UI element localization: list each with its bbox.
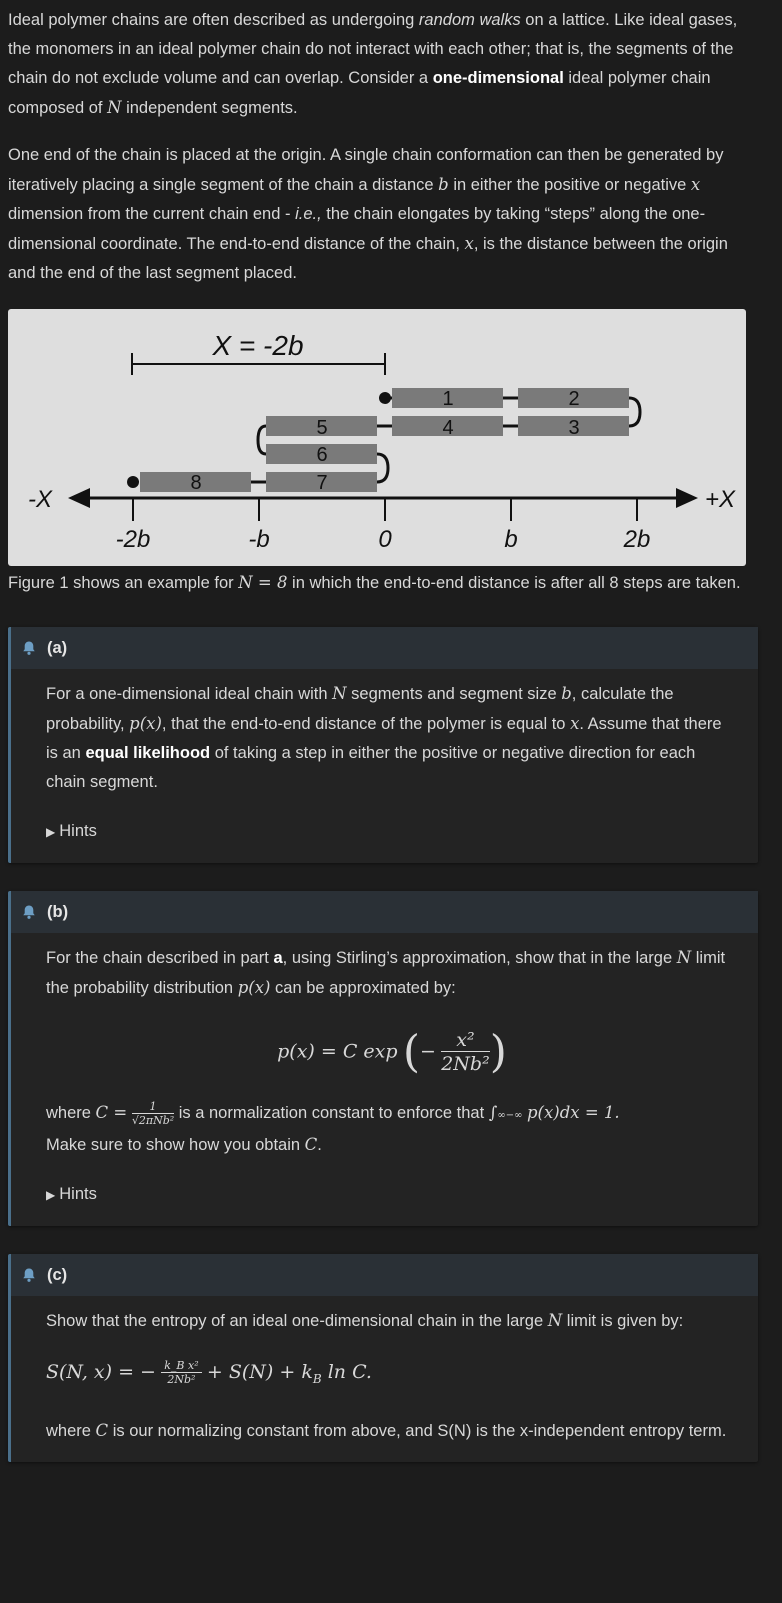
segment-label-3: 3 <box>568 417 580 439</box>
part-b-hints-toggle[interactable]: ▶ Hints <box>46 1185 97 1203</box>
figure-1-diagram <box>8 309 746 566</box>
segment-label-5: 5 <box>316 417 328 439</box>
part-a-box <box>8 627 758 863</box>
gaussian-equation: p(x) = C exp (− $\frac{\text{x²}}{\text{2Nb²}}$ ) <box>277 1026 507 1078</box>
neg-axis-label: -X <box>28 486 52 513</box>
tick-label-b: b <box>504 526 518 553</box>
segment-label-8: 8 <box>190 472 202 494</box>
part-c-label: (c) <box>47 1265 68 1284</box>
intro-paragraph-2: One end of the chain is placed at the origin. A single chain conformation can then be generated by iteratively placing a single segment of the chain a distance b in either the positive or negative x dimension from the current chain end - i.e., the chain elongates by taking “steps” along the one-dimensional coordinate. The end-to-end distance of the chain, x, is the distance between the origin and the end of the last segment placed. <box>8 146 728 282</box>
intro-paragraph-1: Ideal polymer chains are often described as undergoing random walks on a lattice. Like ideal gases, the monomers in an ideal polymer chain do not interact with each other; that is, the segments of the chain do not exclude volume and can overlap. Consider a one-dimensional ideal polymer chain composed of N independent segments. <box>8 11 738 117</box>
bell-icon <box>21 904 37 920</box>
segment-label-7: 7 <box>316 472 328 494</box>
part-b-normalization-text: where C = $\frac{1}{\text{√2πNb²}}$ is a normalization constant to enforce that ∫∞−∞ p(x)dx = 1. Make sure to show how you obtain C. <box>46 1099 620 1154</box>
triangle-right-icon: ▶ <box>46 1188 56 1202</box>
figure-caption: Figure 1 shows an example for N = 8 in which the end-to-end distance is after all 8 steps are taken. <box>8 573 741 592</box>
pos-axis-label: +X <box>704 486 736 513</box>
segment-label-4: 4 <box>442 417 454 439</box>
part-a-text: For a one-dimensional ideal chain with N segments and segment size b, calculate the probability, p(x), that the end-to-end distance of the polymer is equal to x. Assume that there is an equal likelihood of taking a step in either the positive or negative direction for each chain segment. <box>46 684 722 791</box>
part-c-text: Show that the entropy of an ideal one-dimensional chain in the large N limit is given by: <box>46 1311 684 1330</box>
bell-icon <box>21 1267 37 1283</box>
random-walk-svg <box>8 309 746 566</box>
chain-end-dot <box>127 476 139 488</box>
tick-label-zero: 0 <box>378 526 392 553</box>
part-a-hints-toggle[interactable]: ▶ Hints <box>46 822 97 840</box>
tick-label-neg-b: -b <box>248 526 270 553</box>
tick-label-neg-2b: -2b <box>115 526 151 553</box>
part-a-header <box>11 627 758 669</box>
triangle-right-icon: ▶ <box>46 825 56 839</box>
part-c-header <box>11 1254 758 1296</box>
bell-icon <box>21 640 37 656</box>
turn-right-2 <box>377 454 388 482</box>
part-a-label: (a) <box>47 638 68 657</box>
axis-arrow-right <box>676 488 698 508</box>
segment-label-6: 6 <box>316 444 328 466</box>
part-c-footer-text: where C is our normalizing constant from above, and S(N) is the x-independent entropy term. <box>46 1420 727 1440</box>
part-c-box <box>8 1254 758 1462</box>
segment-label-2: 2 <box>568 388 580 410</box>
segment-label-1: 1 <box>442 388 454 410</box>
tick-label-2b: 2b <box>623 526 651 553</box>
part-b-label: (b) <box>47 902 69 921</box>
part-b-header <box>11 891 758 933</box>
part-b-box <box>8 891 758 1226</box>
distance-label: X = -2b <box>212 330 304 361</box>
entropy-equation: S(N, x) = − $\frac{\text{k\_B x²}}{\text{2Nb²}}$ + $S(N) + k_B$ ln C. <box>46 1358 372 1386</box>
part-b-text: For the chain described in part a, using Stirling’s approximation, show that in the large N limit the probability distribution p(x) can be approximated by: <box>46 948 726 997</box>
turn-right-1 <box>629 398 640 426</box>
turn-left-1 <box>258 426 266 454</box>
axis-arrow-left <box>68 488 90 508</box>
